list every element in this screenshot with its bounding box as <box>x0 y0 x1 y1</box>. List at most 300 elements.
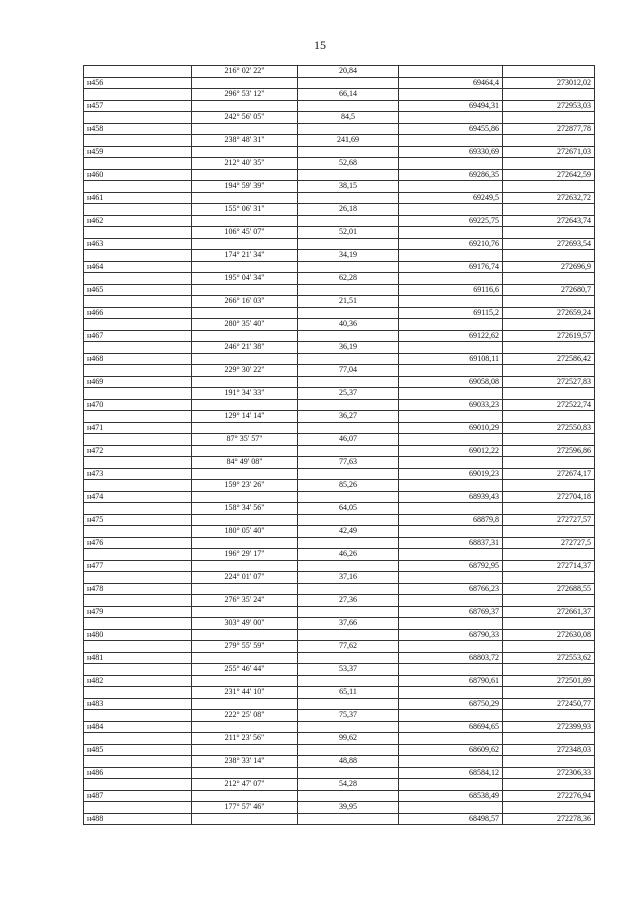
segment-distance: 40,36 <box>298 319 399 331</box>
empty-cell <box>298 422 399 434</box>
point-name: н482 <box>84 675 192 687</box>
segment-row <box>84 319 595 331</box>
empty-cell <box>399 204 503 216</box>
segment-distance: 26,18 <box>298 204 399 216</box>
empty-cell <box>84 526 192 538</box>
empty-cell <box>399 112 503 124</box>
empty-cell <box>298 537 399 549</box>
coordinate-y: 272727,5 <box>503 537 595 549</box>
coordinate-x: 68584,12 <box>399 767 503 779</box>
direction-angle: 195° 04' 34" <box>192 273 298 285</box>
empty-cell <box>192 491 298 503</box>
empty-cell <box>84 273 192 285</box>
segment-distance: 77,63 <box>298 457 399 469</box>
coordinate-x: 69176,74 <box>399 261 503 273</box>
empty-cell <box>503 641 595 653</box>
segment-distance: 241,69 <box>298 135 399 147</box>
empty-cell <box>192 583 298 595</box>
segment-row <box>84 411 595 423</box>
point-name: н457 <box>84 100 192 112</box>
empty-cell <box>192 307 298 319</box>
empty-cell <box>399 273 503 285</box>
segment-distance: 99,62 <box>298 733 399 745</box>
direction-angle: 87° 35' 57" <box>192 434 298 446</box>
coordinate-y: 272527,83 <box>503 376 595 388</box>
empty-cell <box>84 112 192 124</box>
segment-row <box>84 89 595 101</box>
point-row <box>84 284 595 296</box>
coordinate-y: 272348,03 <box>503 744 595 756</box>
empty-cell <box>503 158 595 170</box>
direction-angle: 129° 14' 14" <box>192 411 298 423</box>
point-row <box>84 123 595 135</box>
point-name: н475 <box>84 514 192 526</box>
segment-row <box>84 273 595 285</box>
empty-cell <box>399 618 503 630</box>
point-name: н481 <box>84 652 192 664</box>
empty-cell <box>84 388 192 400</box>
coordinate-y: 273012,02 <box>503 77 595 89</box>
empty-cell <box>192 606 298 618</box>
empty-cell <box>192 767 298 779</box>
point-name: н477 <box>84 560 192 572</box>
empty-cell <box>192 376 298 388</box>
empty-cell <box>503 135 595 147</box>
empty-cell <box>84 227 192 239</box>
empty-cell <box>192 537 298 549</box>
empty-cell <box>84 296 192 308</box>
empty-cell <box>503 687 595 699</box>
point-row <box>84 468 595 480</box>
empty-cell <box>84 664 192 676</box>
empty-cell <box>192 560 298 572</box>
empty-cell <box>399 595 503 607</box>
empty-cell <box>399 549 503 561</box>
coordinate-x: 69019,23 <box>399 468 503 480</box>
empty-cell <box>192 790 298 802</box>
coordinate-y: 272659,24 <box>503 307 595 319</box>
coordinates-table-body <box>84 66 595 825</box>
segment-row <box>84 158 595 170</box>
segment-distance: 54,28 <box>298 779 399 791</box>
empty-cell <box>84 733 192 745</box>
direction-angle: 106° 45' 07" <box>192 227 298 239</box>
point-name: н469 <box>84 376 192 388</box>
coordinate-y: 272688,55 <box>503 583 595 595</box>
point-name: н465 <box>84 284 192 296</box>
empty-cell <box>84 549 192 561</box>
empty-cell <box>503 503 595 515</box>
segment-row <box>84 227 595 239</box>
point-row <box>84 537 595 549</box>
coordinate-x: 69116,6 <box>399 284 503 296</box>
segment-row <box>84 480 595 492</box>
point-name: н471 <box>84 422 192 434</box>
segment-row <box>84 641 595 653</box>
segment-row <box>84 549 595 561</box>
coordinate-y: 272550,83 <box>503 422 595 434</box>
empty-cell <box>298 100 399 112</box>
empty-cell <box>192 744 298 756</box>
segment-row <box>84 181 595 193</box>
empty-cell <box>503 480 595 492</box>
empty-cell <box>399 802 503 814</box>
direction-angle: 174° 21' 34" <box>192 250 298 262</box>
segment-distance: 25,37 <box>298 388 399 400</box>
empty-cell <box>298 514 399 526</box>
empty-cell <box>399 687 503 699</box>
empty-cell <box>298 560 399 572</box>
empty-cell <box>192 284 298 296</box>
empty-cell <box>298 261 399 273</box>
segment-distance: 62,28 <box>298 273 399 285</box>
direction-angle: 303° 49' 00" <box>192 618 298 630</box>
segment-row <box>84 595 595 607</box>
empty-cell <box>503 457 595 469</box>
empty-cell <box>298 123 399 135</box>
direction-angle: 266° 16' 03" <box>192 296 298 308</box>
empty-cell <box>192 468 298 480</box>
segment-row <box>84 250 595 262</box>
segment-distance: 64,05 <box>298 503 399 515</box>
segment-distance: 37,16 <box>298 572 399 584</box>
empty-cell <box>503 779 595 791</box>
empty-cell <box>192 652 298 664</box>
empty-cell <box>84 641 192 653</box>
coordinate-x: 69494,31 <box>399 100 503 112</box>
empty-cell <box>298 744 399 756</box>
segment-distance: 36,19 <box>298 342 399 354</box>
coordinate-y: 272306,33 <box>503 767 595 779</box>
direction-angle: 194° 59' 39" <box>192 181 298 193</box>
empty-cell <box>399 779 503 791</box>
empty-cell <box>298 215 399 227</box>
segment-distance: 34,19 <box>298 250 399 262</box>
empty-cell <box>84 434 192 446</box>
empty-cell <box>192 123 298 135</box>
direction-angle: 84° 49' 08" <box>192 457 298 469</box>
segment-row <box>84 756 595 768</box>
point-row <box>84 629 595 641</box>
empty-cell <box>399 572 503 584</box>
empty-cell <box>298 445 399 457</box>
empty-cell <box>84 710 192 722</box>
direction-angle: 216° 02' 22" <box>192 66 298 78</box>
empty-cell <box>503 411 595 423</box>
empty-cell <box>298 376 399 388</box>
point-row <box>84 675 595 687</box>
point-name: н487 <box>84 790 192 802</box>
empty-cell <box>399 181 503 193</box>
coordinate-x: 69249,5 <box>399 192 503 204</box>
coordinate-x: 69225,75 <box>399 215 503 227</box>
point-row <box>84 238 595 250</box>
empty-cell <box>298 721 399 733</box>
empty-cell <box>503 319 595 331</box>
empty-cell <box>399 641 503 653</box>
segment-row <box>84 503 595 515</box>
empty-cell <box>192 698 298 710</box>
direction-angle: 231° 44' 10" <box>192 687 298 699</box>
segment-row <box>84 618 595 630</box>
empty-cell <box>503 388 595 400</box>
coordinate-x: 68750,29 <box>399 698 503 710</box>
empty-cell <box>298 652 399 664</box>
direction-angle: 276° 35' 24" <box>192 595 298 607</box>
empty-cell <box>298 353 399 365</box>
point-row <box>84 491 595 503</box>
empty-cell <box>503 733 595 745</box>
direction-angle: 242° 56' 05" <box>192 112 298 124</box>
direction-angle: 211° 23' 56" <box>192 733 298 745</box>
coordinate-y: 272674,17 <box>503 468 595 480</box>
empty-cell <box>298 169 399 181</box>
coordinate-x: 68694,65 <box>399 721 503 733</box>
coordinate-y: 272714,37 <box>503 560 595 572</box>
empty-cell <box>192 445 298 457</box>
segment-distance: 53,37 <box>298 664 399 676</box>
coordinate-y: 272553,62 <box>503 652 595 664</box>
empty-cell <box>503 181 595 193</box>
empty-cell <box>503 802 595 814</box>
empty-cell <box>399 342 503 354</box>
empty-cell <box>298 192 399 204</box>
point-row <box>84 353 595 365</box>
empty-cell <box>84 802 192 814</box>
coordinate-x: 68879,8 <box>399 514 503 526</box>
empty-cell <box>84 342 192 354</box>
direction-angle: 229° 30' 22" <box>192 365 298 377</box>
empty-cell <box>503 365 595 377</box>
empty-cell <box>192 514 298 526</box>
point-row <box>84 813 595 825</box>
segment-distance: 84,5 <box>298 112 399 124</box>
empty-cell <box>399 365 503 377</box>
segment-row <box>84 526 595 538</box>
segment-distance: 85,26 <box>298 480 399 492</box>
coordinate-x: 68538,49 <box>399 790 503 802</box>
segment-row <box>84 710 595 722</box>
empty-cell <box>84 135 192 147</box>
point-row <box>84 744 595 756</box>
coordinate-y: 272661,37 <box>503 606 595 618</box>
direction-angle: 222° 25' 08" <box>192 710 298 722</box>
point-row <box>84 399 595 411</box>
empty-cell <box>192 238 298 250</box>
point-name: н478 <box>84 583 192 595</box>
segment-distance: 46,07 <box>298 434 399 446</box>
empty-cell <box>192 169 298 181</box>
segment-distance: 42,49 <box>298 526 399 538</box>
empty-cell <box>84 480 192 492</box>
empty-cell <box>84 89 192 101</box>
point-row <box>84 77 595 89</box>
coordinate-x: 69455,86 <box>399 123 503 135</box>
direction-angle: 246° 21' 38" <box>192 342 298 354</box>
point-row <box>84 583 595 595</box>
empty-cell <box>503 572 595 584</box>
coordinate-y: 272276,94 <box>503 790 595 802</box>
empty-cell <box>503 112 595 124</box>
empty-cell <box>192 629 298 641</box>
direction-angle: 158° 34' 56" <box>192 503 298 515</box>
point-name: н464 <box>84 261 192 273</box>
segment-distance: 20,84 <box>298 66 399 78</box>
empty-cell <box>399 66 503 78</box>
empty-cell <box>399 480 503 492</box>
coordinate-y: 272450,77 <box>503 698 595 710</box>
coordinate-y: 272586,42 <box>503 353 595 365</box>
coordinate-x: 69122,62 <box>399 330 503 342</box>
point-row <box>84 169 595 181</box>
coordinate-x: 69012,22 <box>399 445 503 457</box>
empty-cell <box>84 204 192 216</box>
direction-angle: 159° 23' 26" <box>192 480 298 492</box>
empty-cell <box>298 790 399 802</box>
segment-row <box>84 664 595 676</box>
coordinate-x: 68609,62 <box>399 744 503 756</box>
direction-angle: 255° 46' 44" <box>192 664 298 676</box>
empty-cell <box>192 215 298 227</box>
point-row <box>84 560 595 572</box>
empty-cell <box>399 158 503 170</box>
segment-distance: 52,68 <box>298 158 399 170</box>
empty-cell <box>399 319 503 331</box>
direction-angle: 155° 06' 31" <box>192 204 298 216</box>
coordinate-x: 68790,61 <box>399 675 503 687</box>
point-row <box>84 307 595 319</box>
coordinate-y: 272642,59 <box>503 169 595 181</box>
empty-cell <box>298 284 399 296</box>
coordinate-x: 68790,33 <box>399 629 503 641</box>
coordinate-y: 272522,74 <box>503 399 595 411</box>
point-name: н460 <box>84 169 192 181</box>
segment-distance: 75,37 <box>298 710 399 722</box>
coordinate-x: 69058,08 <box>399 376 503 388</box>
empty-cell <box>192 146 298 158</box>
empty-cell <box>298 675 399 687</box>
point-row <box>84 790 595 802</box>
point-name: н480 <box>84 629 192 641</box>
segment-distance: 27,36 <box>298 595 399 607</box>
empty-cell <box>192 675 298 687</box>
empty-cell <box>192 721 298 733</box>
empty-cell <box>503 664 595 676</box>
point-name: н463 <box>84 238 192 250</box>
point-row <box>84 376 595 388</box>
coordinate-y: 272671,03 <box>503 146 595 158</box>
segment-distance: 38,15 <box>298 181 399 193</box>
coordinate-x: 69464,4 <box>399 77 503 89</box>
point-name: н467 <box>84 330 192 342</box>
segment-row <box>84 779 595 791</box>
segment-row <box>84 457 595 469</box>
empty-cell <box>399 526 503 538</box>
coordinate-y: 272632,72 <box>503 192 595 204</box>
empty-cell <box>503 296 595 308</box>
direction-angle: 191° 34' 33" <box>192 388 298 400</box>
point-row <box>84 606 595 618</box>
empty-cell <box>84 756 192 768</box>
point-name: н458 <box>84 123 192 135</box>
empty-cell <box>503 549 595 561</box>
direction-angle: 296° 53' 12" <box>192 89 298 101</box>
point-name: н456 <box>84 77 192 89</box>
empty-cell <box>503 756 595 768</box>
coordinate-y: 272501,89 <box>503 675 595 687</box>
point-name: н488 <box>84 813 192 825</box>
point-name: н483 <box>84 698 192 710</box>
direction-angle: 224° 01' 07" <box>192 572 298 584</box>
point-name: н476 <box>84 537 192 549</box>
segment-distance: 46,26 <box>298 549 399 561</box>
empty-cell <box>298 399 399 411</box>
point-name: н473 <box>84 468 192 480</box>
direction-angle: 177° 57' 46" <box>192 802 298 814</box>
empty-cell <box>84 319 192 331</box>
coordinate-x: 69286,35 <box>399 169 503 181</box>
segment-row <box>84 204 595 216</box>
empty-cell <box>298 629 399 641</box>
coordinate-y: 272727,57 <box>503 514 595 526</box>
empty-cell <box>192 399 298 411</box>
coordinate-x: 69330,69 <box>399 146 503 158</box>
empty-cell <box>399 296 503 308</box>
coordinate-x: 69115,2 <box>399 307 503 319</box>
empty-cell <box>192 422 298 434</box>
empty-cell <box>84 365 192 377</box>
empty-cell <box>298 238 399 250</box>
empty-cell <box>84 457 192 469</box>
coordinate-x: 69033,23 <box>399 399 503 411</box>
point-row <box>84 261 595 273</box>
direction-angle: 180° 05' 40" <box>192 526 298 538</box>
empty-cell <box>298 583 399 595</box>
point-row <box>84 652 595 664</box>
segment-distance: 52,01 <box>298 227 399 239</box>
empty-cell <box>503 89 595 101</box>
empty-cell <box>399 227 503 239</box>
empty-cell <box>503 526 595 538</box>
empty-cell <box>84 572 192 584</box>
point-name: н474 <box>84 491 192 503</box>
empty-cell <box>192 813 298 825</box>
point-row <box>84 721 595 733</box>
segment-distance: 77,62 <box>298 641 399 653</box>
empty-cell <box>298 606 399 618</box>
empty-cell <box>503 273 595 285</box>
empty-cell <box>298 77 399 89</box>
empty-cell <box>399 250 503 262</box>
direction-angle: 212° 40' 35" <box>192 158 298 170</box>
empty-cell <box>399 756 503 768</box>
empty-cell <box>192 100 298 112</box>
point-name: н468 <box>84 353 192 365</box>
point-name: н461 <box>84 192 192 204</box>
empty-cell <box>84 779 192 791</box>
segment-row <box>84 296 595 308</box>
direction-angle: 196° 29' 17" <box>192 549 298 561</box>
segment-distance: 36,27 <box>298 411 399 423</box>
point-row <box>84 192 595 204</box>
point-name: н470 <box>84 399 192 411</box>
segment-distance: 21,51 <box>298 296 399 308</box>
point-name: н459 <box>84 146 192 158</box>
point-row <box>84 330 595 342</box>
empty-cell <box>503 250 595 262</box>
coordinate-x: 68939,43 <box>399 491 503 503</box>
coordinate-y: 272953,03 <box>503 100 595 112</box>
